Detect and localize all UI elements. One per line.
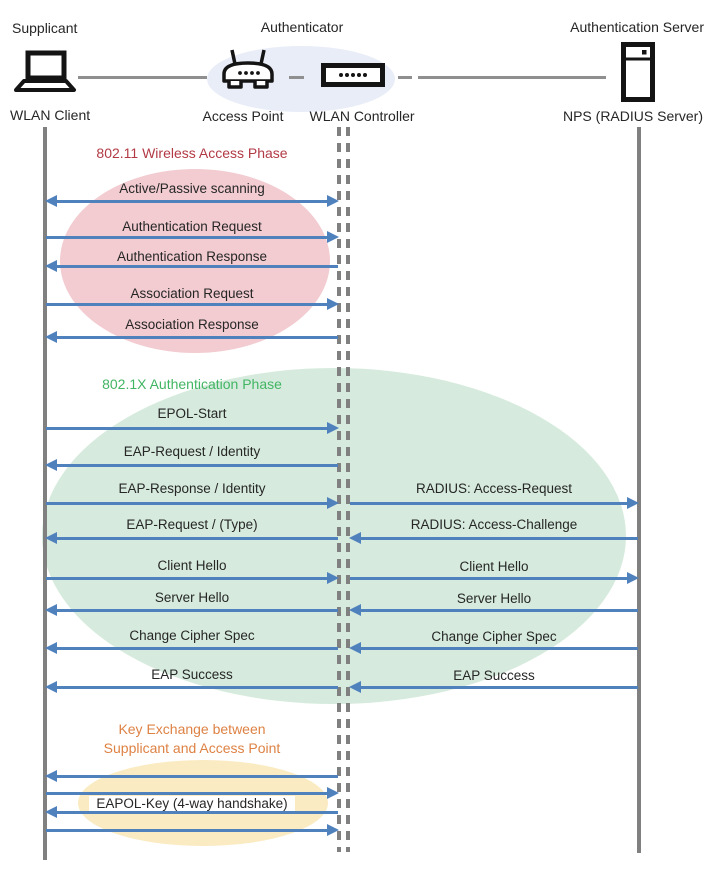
msg-label-auth-response: Authentication Response bbox=[116, 249, 268, 264]
phase-title-80211: 802.11 Wireless Access Phase bbox=[96, 145, 288, 161]
laptop-icon bbox=[12, 50, 78, 94]
server-icon bbox=[621, 42, 655, 102]
msg-label-eapol-key: EAPOL-Key (4-way handshake) bbox=[46, 796, 338, 812]
connector-wlc-server bbox=[418, 76, 606, 79]
msg-label-client-hello-left: Client Hello bbox=[157, 558, 227, 573]
msg-label-assoc-response: Association Response bbox=[125, 317, 259, 332]
msg-label-server-hello-left: Server Hello bbox=[154, 590, 230, 605]
msg-label-client-hello-right: Client Hello bbox=[459, 559, 529, 574]
msg-label-change-cipher-right: Change Cipher Spec bbox=[431, 629, 557, 644]
msg-label-server-hello-right: Server Hello bbox=[456, 591, 532, 606]
msg-label-radius-access-challenge: RADIUS: Access-Challenge bbox=[410, 517, 578, 532]
msg-label-radius-access-request: RADIUS: Access-Request bbox=[415, 481, 573, 496]
msg-label-scanning: Active/Passive scanning bbox=[119, 181, 265, 196]
connector-client-ap bbox=[78, 76, 207, 79]
msg-label-epol-start: EPOL-Start bbox=[157, 406, 227, 421]
msg-label-eap-request-type: EAP-Request / (Type) bbox=[126, 517, 258, 532]
phase-title-keyexchange-line2: Supplicant and Access Point bbox=[103, 740, 281, 756]
actor-label-authenticator: Authenticator bbox=[260, 19, 344, 35]
msg-label-eap-request-identity: EAP-Request / Identity bbox=[123, 444, 261, 459]
device-label-wlan-client: WLAN Client bbox=[10, 107, 91, 123]
phase-title-8021x: 802.1X Authentication Phase bbox=[102, 376, 282, 392]
device-label-wlan-controller: WLAN Controller bbox=[309, 108, 415, 124]
device-label-nps: NPS (RADIUS Server) bbox=[562, 108, 704, 124]
msg-label-eap-success-right: EAP Success bbox=[453, 668, 535, 683]
msg-label-assoc-request: Association Request bbox=[130, 286, 254, 301]
actor-label-auth-server: Authentication Server bbox=[570, 19, 704, 35]
wlan-controller-icon bbox=[321, 63, 385, 87]
msg-label-eap-success-left: EAP Success bbox=[151, 667, 233, 682]
msg-label-auth-request: Authentication Request bbox=[122, 219, 262, 234]
msg-label-change-cipher-left: Change Cipher Spec bbox=[129, 628, 255, 643]
phase-title-keyexchange-line1: Key Exchange between bbox=[118, 721, 266, 737]
actor-label-supplicant: Supplicant bbox=[12, 20, 78, 36]
msg-label-eap-response-identity: EAP-Response / Identity bbox=[118, 481, 266, 496]
connector-ap-wlc-dash bbox=[289, 76, 304, 79]
device-label-access-point: Access Point bbox=[202, 108, 284, 124]
access-point-icon bbox=[219, 48, 277, 92]
connector-wlc-server-dash bbox=[398, 76, 412, 79]
